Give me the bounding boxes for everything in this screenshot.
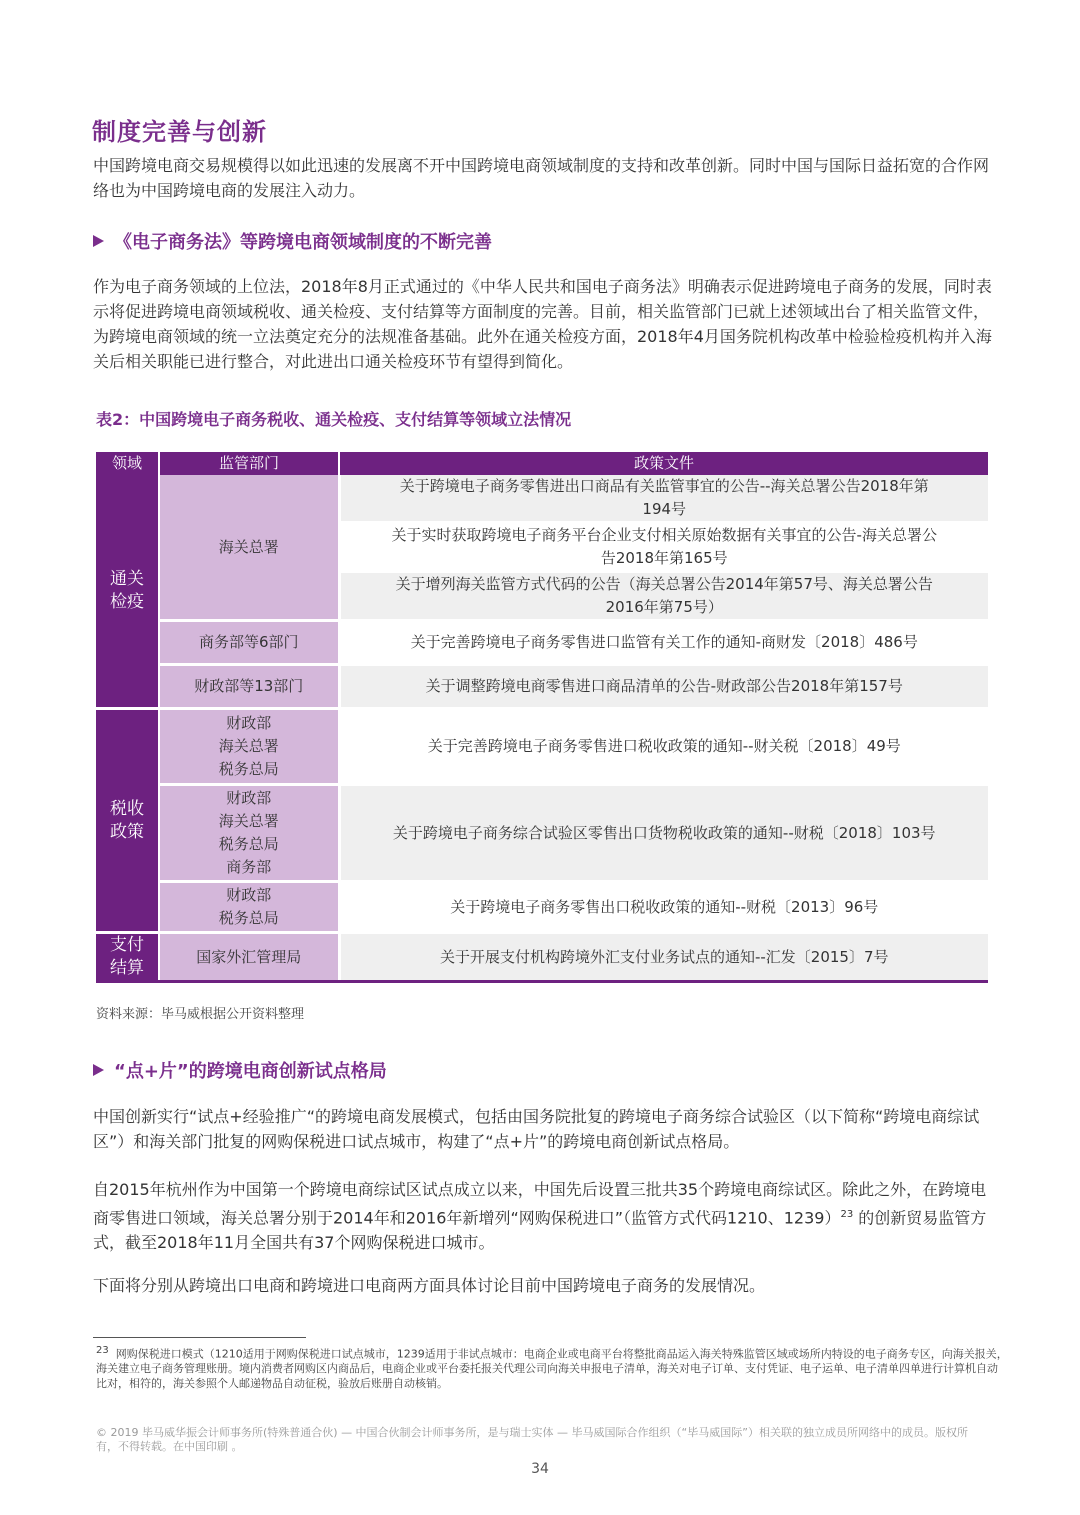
copyright-footer: © 2019 毕马威华振会计师事务所(特殊普通合伙) — 中国合伙制会计师事务所，是与瑞士实体 — 毕马威国际合作组织（“毕马威国际”）相关联的独立成员所网络中的成员。版权所有，不得转载。在中国印刷 。 — [96, 1426, 968, 1453]
table-row — [96, 933, 988, 982]
domain-payment: 支付 结算 — [96, 933, 159, 982]
triangle-bullet-icon — [93, 1064, 104, 1076]
footnote-text: 网购保税进口模式（1210适用于网购保税进口试点城市，1239适用于非试点城市：电商企业或电商平台将整批商品运入海关特殊监管区域或场所内特设的电子商务专区，向海关报关，海关建立电子商务管理账册。境内消费者网购区内商品后，电商企业或平台委托报关代理公司向海关申报电子清单，海关对电子订单、支付凭证、电子运单、电子清单四单进行计算机自动比对，相符的，海关参照个人邮递物品自动征税，验放后账册自动核销。 — [96, 1347, 1008, 1390]
subsection-title-law-text: 《电子商务法》等跨境电商领域制度的不断完善 — [114, 232, 492, 253]
doc-customs-165-line1: 关于实时获取跨境电子商务平台企业支付相关原始数据有关事宜的公告-海关总署公 — [391, 526, 937, 544]
domain-tax: 税收 政策 — [96, 709, 159, 933]
doc-customs-codes — [339, 572, 988, 621]
dept-commerce-6: 商务部等6部门 — [159, 621, 339, 665]
policy-table — [96, 452, 988, 983]
domain-customs: 通关 检疫 — [96, 475, 159, 709]
dept-tax-2: 财政部 海关总署 税务总局 商务部 — [159, 785, 339, 882]
table-row — [96, 882, 988, 933]
header-document: 政策文件 — [339, 452, 988, 475]
doc-customs-194-line2: 194号 — [642, 500, 687, 518]
doc-tax-49: 关于完善跨境电子商务零售进口税收政策的通知--财关税〔2018〕49号 — [339, 709, 988, 785]
pilot-paragraph-2 — [93, 1177, 1001, 1255]
footnote-divider — [93, 1337, 306, 1338]
page-number: 34 — [531, 1461, 549, 1477]
doc-finance-157: 关于调整跨境电商零售进口商品清单的公告-财政部公告2018年第157号 — [339, 665, 988, 709]
footnote-number: 23 — [96, 1345, 109, 1356]
header-domain: 领域 — [96, 452, 159, 475]
doc-commerce-486: 关于完善跨境电子商务零售进口监管有关工作的通知-商财发〔2018〕486号 — [339, 621, 988, 665]
table-caption: 表2：中国跨境电子商务税收、通关检疫、支付结算等领域立法情况 — [96, 410, 572, 429]
doc-tax-96: 关于跨境电子商务零售出口税收政策的通知--财税〔2013〕96号 — [339, 882, 988, 933]
law-paragraph: 作为电子商务领域的上位法，2018年8月正式通过的《中华人民共和国电子商务法》明确表示促进跨境电子商务的发展，同时表示将促进跨境电商领域税收、通关检疫、支付结算等方面制度的完善。目前，相关监管部门已就上述领域出台了相关监管文件，为跨境电商领域的统一立法奠定充分的法规准备基础。此外在通关检疫方面，2018年4月国务院机构改革中检验检疫机构并入海关后相关职能已进行整合，对此进出口通关检疫环节有望得到简化。 — [93, 277, 992, 371]
dept-forex: 国家外汇管理局 — [159, 933, 339, 982]
table-row — [96, 475, 988, 523]
subsection-title-pilot-text: “点+片”的跨境电商创新试点格局 — [114, 1061, 387, 1082]
doc-customs-194-line1: 关于跨境电子商务零售进出口商品有关监管事宜的公告--海关总署公告2018年第 — [399, 477, 929, 495]
doc-customs-165-line2: 告2018年第165号 — [600, 549, 728, 567]
doc-customs-194 — [339, 475, 988, 523]
section-title: 制度完善与创新 — [92, 118, 267, 146]
subsection-title-law — [93, 228, 492, 254]
dept-tax-1: 财政部 海关总署 税务总局 — [159, 709, 339, 785]
dept-finance-13: 财政部等13部门 — [159, 665, 339, 709]
pilot-paragraph-1: 中国创新实行“试点+经验推广“的跨境电商发展模式，包括由国务院批复的跨境电子商务综合试验区（以下简称“跨境电商综试区”）和海关部门批复的网购保税进口试点城市，构建了“点+片”的跨境电商创新试点格局。 — [93, 1107, 980, 1151]
table-row — [96, 785, 988, 882]
intro-paragraph: 中国跨境电商交易规模得以如此迅速的发展离不开中国跨境电商领域制度的支持和改革创新。同时中国与国际日益拓宽的合作网络也为中国跨境电商的发展注入动力。 — [93, 156, 990, 200]
dept-customs-office: 海关总署 — [159, 475, 339, 621]
triangle-bullet-icon — [93, 235, 104, 247]
doc-customs-165 — [339, 523, 988, 572]
table-source: 资料来源：毕马威根据公开资料整理 — [96, 1007, 305, 1022]
doc-customs-codes-line2: 2016年第75号） — [605, 598, 723, 616]
table-row — [96, 665, 988, 709]
doc-tax-103: 关于跨境电子商务综合试验区零售出口货物税收政策的通知--财税〔2018〕103号 — [339, 785, 988, 882]
pilot-paragraph-3: 下面将分别从跨境出口电商和跨境进口电商两方面具体讨论目前中国跨境电子商务的发展情况。 — [93, 1276, 766, 1295]
table-header-row — [96, 452, 988, 475]
header-department: 监管部门 — [159, 452, 339, 475]
doc-customs-codes-line1: 关于增列海关监管方式代码的公告（海关总署公告2014年第57号、海关总署公告 — [395, 575, 933, 593]
subsection-title-pilot — [93, 1057, 387, 1083]
pilot-paragraph-2-b: 的创新贸易监管方式，截至2018年11月全国共有37个网购保税进口城市。 — [93, 1208, 987, 1253]
footnote-ref-23[interactable]: 23 — [840, 1209, 854, 1220]
table-row — [96, 709, 988, 785]
table-row — [96, 621, 988, 665]
dept-tax-3: 财政部 税务总局 — [159, 882, 339, 933]
pilot-paragraph-2-a: 自2015年杭州作为中国第一个跨境电商综试区试点成立以来，中国先后设置三批共35个跨境电商综试区。除此之外，在跨境电商零售进口领域，海关总署分别于2014年和2016年新增列“网购保税进口”（监管方式代码1210、1239） — [93, 1180, 987, 1228]
doc-forex-7: 关于开展支付机构跨境外汇支付业务试点的通知--汇发〔2015〕7号 — [339, 933, 988, 982]
footnote-23 — [96, 1344, 1008, 1391]
